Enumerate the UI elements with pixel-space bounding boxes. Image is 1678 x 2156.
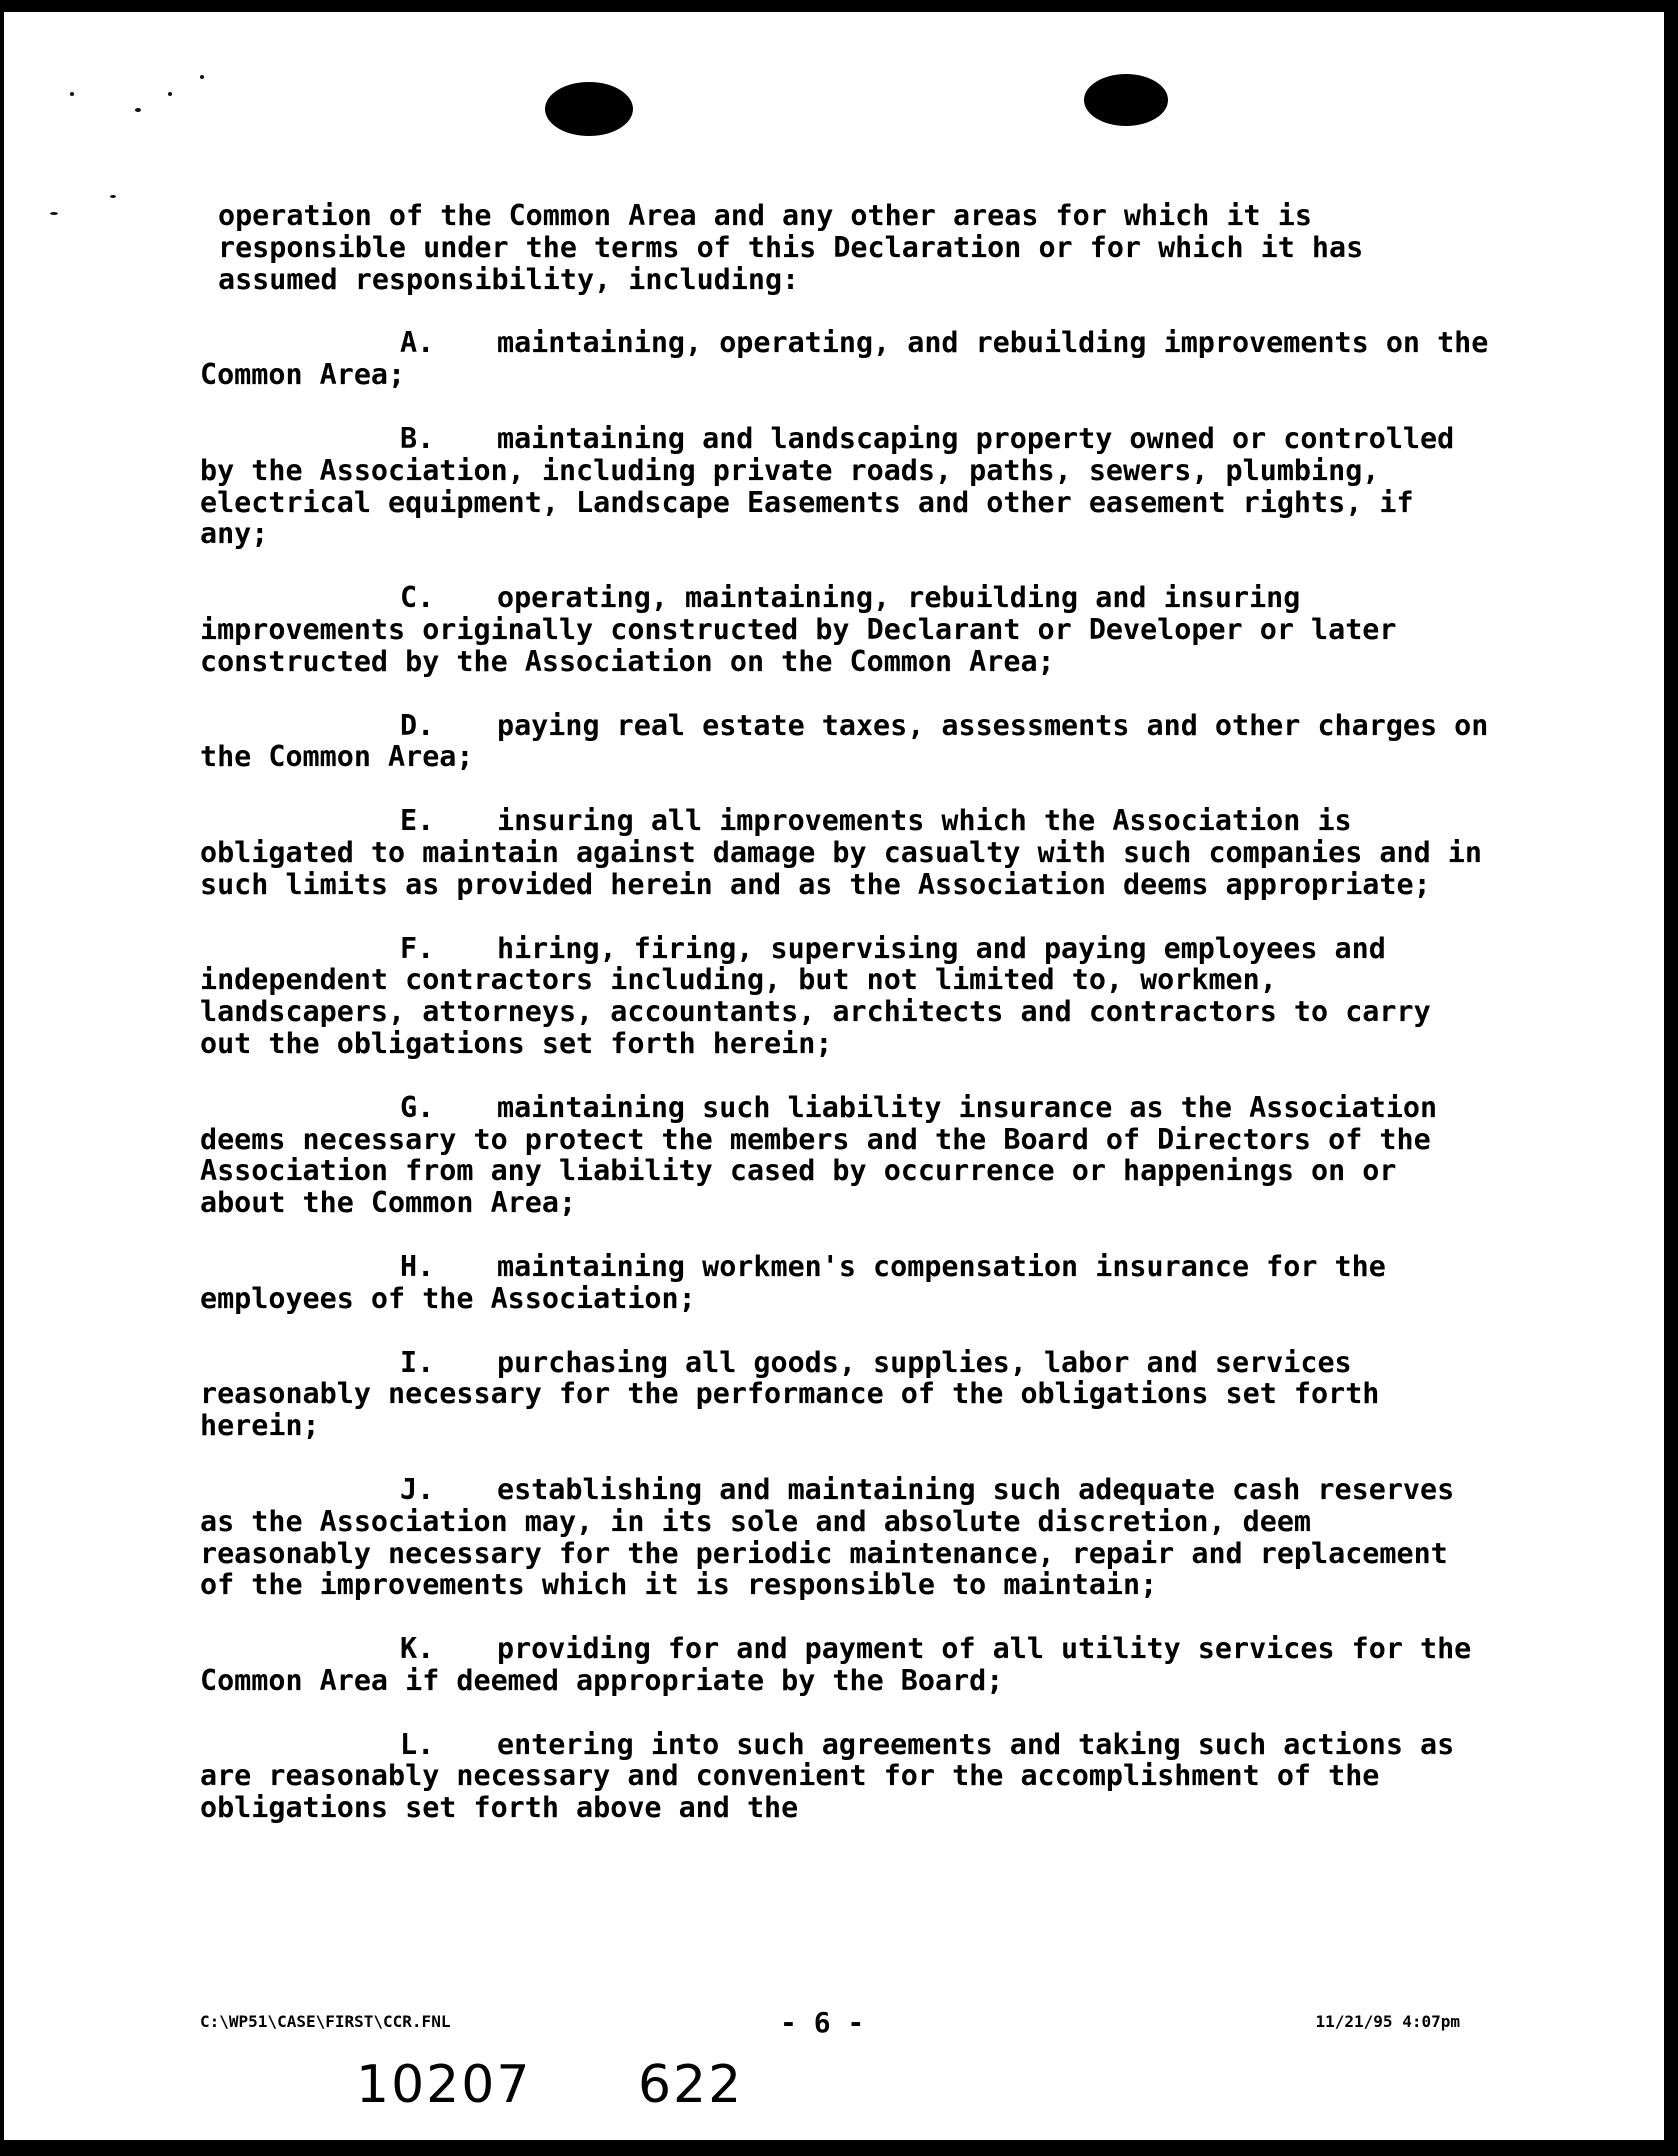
scan-speck [168, 92, 172, 96]
list-item [200, 423, 1490, 550]
print-datetime: 11/21/95 4:07pm [1315, 2012, 1460, 2031]
item-letter: H. [400, 1249, 435, 1283]
item-text: maintaining and landscaping property owned or controlled by the Association, including private roads, paths, sewers, plumbing, electrical equipment, Landscape Easements and other easement rights, if any; [200, 421, 1455, 551]
list-item [200, 1347, 1490, 1442]
page-footer [200, 2008, 1460, 2038]
item-letter: A. [400, 326, 435, 360]
item-letter: I. [400, 1345, 435, 1379]
stamp-page-number: 622 [637, 2055, 744, 2115]
scan-speck [200, 75, 204, 79]
item-letter: F. [400, 931, 435, 965]
punch-hole-left [545, 82, 633, 136]
page-number: - 6 - [780, 2006, 865, 2039]
recording-stamp [356, 2055, 743, 2115]
list-item [200, 1633, 1490, 1697]
scan-speck [70, 92, 74, 96]
item-text: paying real estate taxes, assessments and other charges on the Common Area; [200, 708, 1489, 774]
list-item [200, 933, 1490, 1060]
file-path: C:\WP51\CASE\FIRST\CCR.FNL [200, 2012, 451, 2031]
list-item [200, 1251, 1490, 1315]
item-text: hiring, firing, supervising and paying employees and independent contractors including, but not limited to, workmen, landscapers, attorneys, accountants, architects and contractors to carry out the obligations set forth herein; [200, 931, 1431, 1060]
stamp-book-number: 10207 [356, 2055, 532, 2115]
item-text: operating, maintaining, rebuilding and insuring improvements originally constructed by Declarant or Developer or later constructed by the Association on the Common Area; [200, 581, 1397, 678]
scan-border-top [0, 0, 1678, 12]
item-letter: B. [400, 421, 435, 455]
scan-speck [110, 195, 116, 198]
list-item [200, 1729, 1490, 1824]
scan-border-left [0, 0, 4, 2156]
list-item [200, 327, 1490, 391]
item-text: establishing and maintaining such adequate cash reserves as the Association may, in its sole and absolute discretion, deem reasonably necessary for the periodic maintenance, repair and replacement of the improvements which it is responsible to maintain; [200, 1472, 1455, 1602]
list-item [200, 1092, 1490, 1219]
item-text: purchasing all goods, supplies, labor and services reasonably necessary for the performance of the obligations set forth herein; [200, 1345, 1380, 1443]
scan-border-right [1664, 0, 1678, 2156]
item-letter: J. [400, 1472, 435, 1506]
intro-paragraph: operation of the Common Area and any other areas for which it is responsible under the terms of this Declaration or for which it has assumed responsibility, including: [218, 199, 1364, 296]
item-text: insuring all improvements which the Association is obligated to maintain against damage by casualty with such companies and in such limits as provided herein and as the Association deems appropriate; [200, 804, 1482, 901]
item-letter: C. [400, 581, 435, 615]
list-item [200, 1474, 1490, 1601]
item-text: entering into such agreements and taking such actions as are reasonably necessary and convenient for the accomplishment of the obligations set forth above and the [200, 1727, 1455, 1825]
item-letter: G. [400, 1090, 435, 1124]
punch-hole-right [1084, 74, 1168, 126]
scan-speck [135, 108, 141, 112]
item-letter: K. [400, 1632, 435, 1666]
list-item [200, 805, 1490, 900]
item-text: maintaining workmen's compensation insurance for the employees of the Association; [200, 1249, 1386, 1315]
list-item [200, 710, 1490, 774]
item-letter: E. [400, 804, 435, 838]
scan-border-bottom [0, 2140, 1678, 2156]
item-list [200, 327, 1490, 1824]
item-text: providing for and payment of all utility services for the Common Area if deemed appropriate by the Board; [200, 1632, 1472, 1697]
list-item [200, 582, 1490, 677]
item-letter: L. [400, 1727, 435, 1761]
item-text: maintaining such liability insurance as the Association deems necessary to protect the members and the Board of Directors of the Association from any liability cased by occurrence or happenings on or about the Common Area; [200, 1090, 1438, 1220]
item-text: maintaining, operating, and rebuilding improvements on the Common Area; [200, 326, 1489, 392]
scan-speck [50, 212, 58, 215]
item-letter: D. [400, 708, 435, 742]
document-body [200, 200, 1490, 1856]
